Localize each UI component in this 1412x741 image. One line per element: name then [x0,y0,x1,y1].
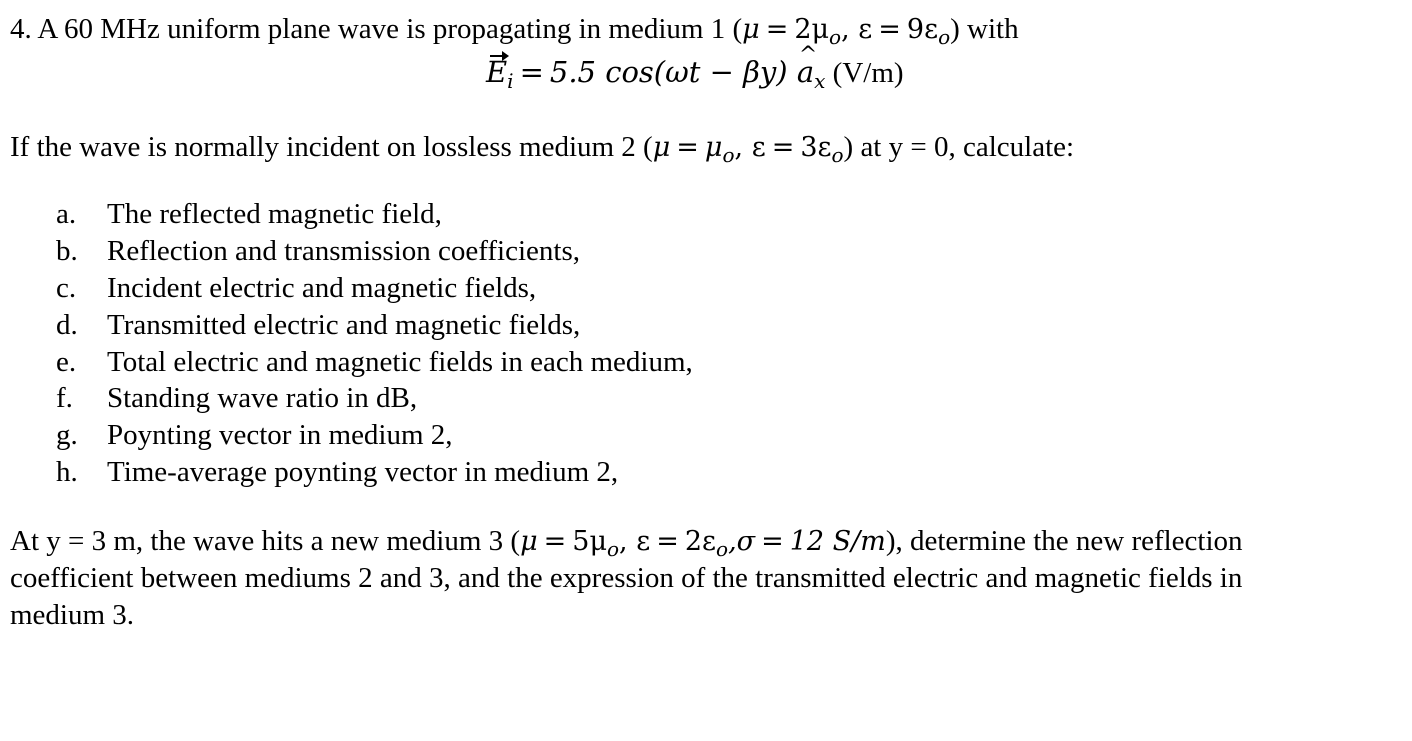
list-marker: a. [56,198,77,230]
equals-sign: = [543,526,567,557]
subscript: o [831,143,844,167]
separator: , [734,132,752,163]
incidence-suffix: ) at y = 0, calculate: [843,131,1075,163]
list-item-text: Reflection and transmission coefficients, [107,234,581,267]
list-marker: g. [56,419,78,452]
equals-sign: = [878,14,901,45]
epsilon-value: 3ε [800,132,832,163]
list-item [56,233,693,270]
followup-intro: At y = 3 m, the wave hits a new medium 3 ( [10,525,521,557]
list-marker: f. [56,382,73,415]
epsilon-symbol: ε [858,14,873,45]
unit-vector: ^ a [797,54,814,90]
list-item [56,417,693,454]
equals-sign: = [656,526,679,557]
separator: , [841,14,859,45]
mu-symbol: μ [520,526,538,557]
list-item [56,454,693,491]
equals-sign: = [765,14,789,45]
list-item [56,307,693,344]
list-item [56,196,693,233]
incidence-statement-line [10,129,1074,166]
epsilon-value: 9ε [906,14,939,45]
problem-statement-line [10,11,1019,48]
problem-intro-suffix: ) with [950,13,1019,45]
followup-suffix: ), determine the new reflection [885,525,1243,557]
subscript: i [507,69,514,93]
list-marker: e. [56,345,77,378]
list-marker: h. [56,456,78,489]
list-item-text: Transmitted electric and magnetic fields, [107,308,581,341]
mu-symbol: μ [652,132,671,163]
separator: , [619,526,637,557]
mu-value: 5μ [572,526,607,557]
followup-paragraph [10,523,1390,634]
subscript: o [938,25,951,49]
list-marker: b. [56,234,78,267]
e-field-vector: E [486,55,508,89]
epsilon-symbol: ε [636,526,651,557]
list-item [56,270,693,307]
mu-value: μ [704,132,723,163]
equals-sign: = [761,526,784,557]
list-marker: d. [56,308,78,341]
subscript: o [829,25,842,49]
epsilon-value: 2ε [684,526,717,557]
mu-symbol: μ [742,14,760,45]
subscript: x [814,69,826,93]
medium3-params [520,526,886,561]
equals-sign: = [771,132,795,163]
followup-line-1 [10,523,1390,560]
medium1-params [742,14,951,49]
list-item-text: Standing wave ratio in dB, [107,382,418,415]
list-item-text: Total electric and magnetic fields in each medium, [107,345,693,378]
incidence-text: If the wave is normally incident on lossless medium 2 ( [10,131,653,163]
subscript: o [722,143,735,167]
list-item-text: Poynting vector in medium 2, [107,419,453,452]
list-item [56,344,693,381]
field-units: (V/m) [825,57,904,89]
field-expression: 5.5 cos(ωt − βy) [549,55,797,89]
problem-intro-text: 4. A 60 MHz uniform plane wave is propagating in medium 1 ( [10,13,743,45]
list-marker: c. [56,271,77,304]
equals-sign: = [519,55,544,89]
sigma-value: 12 S/m [789,526,886,557]
list-item-text: Time-average poynting vector in medium 2, [107,456,619,489]
sigma-symbol: ,σ [728,526,756,557]
list-item-text: The reflected magnetic field, [107,198,442,230]
epsilon-symbol: ε [751,132,766,163]
medium2-params [652,132,844,167]
task-list [56,196,693,491]
followup-line-3: medium 3. [10,599,135,631]
followup-line-2: coefficient between mediums 2 and 3, and the expression of the transmitted electric and magnetic fields in [10,562,1243,594]
list-item [56,380,693,417]
incident-field-equation [486,54,904,91]
mu-value: 2μ [794,14,830,45]
equals-sign: = [676,132,699,163]
list-item-text: Incident electric and magnetic fields, [107,271,537,304]
subscript: o [607,537,620,561]
subscript: o [716,537,729,561]
